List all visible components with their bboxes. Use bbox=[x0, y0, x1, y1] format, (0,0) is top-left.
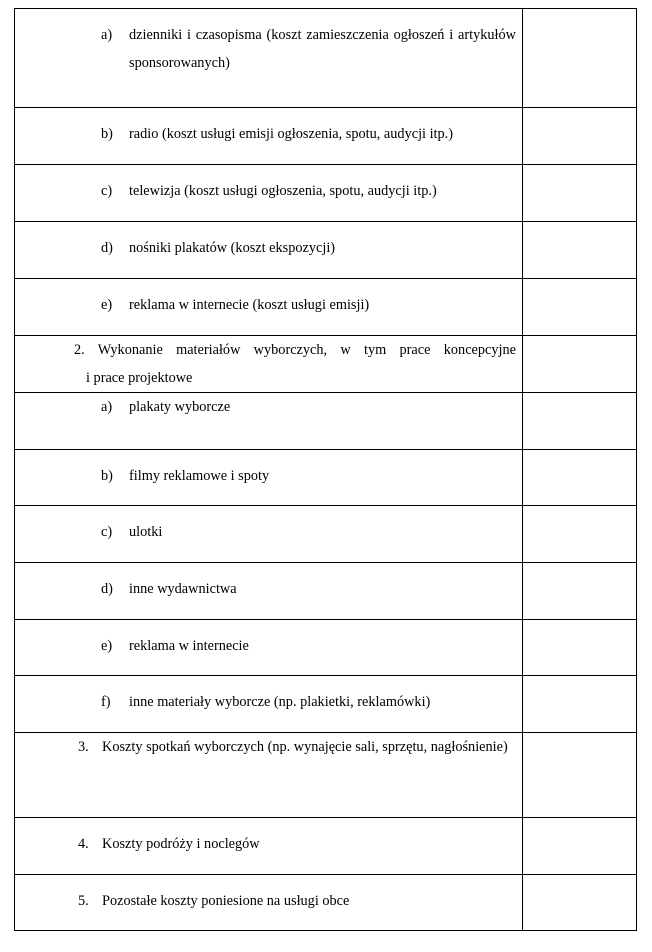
item-text: nośniki plakatów (koszt ekspozycji) bbox=[129, 240, 336, 256]
amount-cell[interactable] bbox=[523, 108, 637, 165]
amount-cell[interactable] bbox=[523, 563, 637, 620]
description-cell bbox=[15, 222, 523, 279]
table-row bbox=[15, 818, 637, 875]
item-text: reklama w internecie (koszt usługi emisji) bbox=[129, 297, 370, 313]
amount-cell[interactable] bbox=[523, 818, 637, 875]
description-cell bbox=[15, 875, 523, 931]
table-row bbox=[15, 165, 637, 222]
item-marker: a) bbox=[101, 27, 113, 43]
item-marker: 3. bbox=[78, 739, 89, 755]
amount-cell[interactable] bbox=[523, 620, 637, 676]
description-cell bbox=[15, 620, 523, 676]
amount-cell[interactable] bbox=[523, 676, 637, 733]
amount-cell[interactable] bbox=[523, 336, 637, 393]
item-marker: e) bbox=[101, 297, 113, 313]
amount-cell[interactable] bbox=[523, 165, 637, 222]
table-row bbox=[15, 875, 637, 931]
table-row bbox=[15, 450, 637, 506]
table-row bbox=[15, 563, 637, 620]
table-row bbox=[15, 108, 637, 165]
table-row bbox=[15, 733, 637, 818]
amount-cell[interactable] bbox=[523, 875, 637, 931]
item-marker: a) bbox=[101, 399, 113, 415]
item-marker: c) bbox=[101, 524, 113, 540]
description-cell bbox=[15, 279, 523, 336]
item-text: telewizja (koszt usługi ogłoszenia, spotu, audycji itp.) bbox=[129, 183, 437, 199]
item-marker: 2. bbox=[74, 342, 85, 358]
table-row bbox=[15, 506, 637, 563]
table-row bbox=[15, 336, 637, 393]
description-cell bbox=[15, 450, 523, 506]
description-cell bbox=[15, 818, 523, 875]
description-cell bbox=[15, 336, 523, 393]
table-row bbox=[15, 676, 637, 733]
table-row bbox=[15, 279, 637, 336]
table-row bbox=[15, 222, 637, 279]
item-text: Koszty spotkań wyborczych (np. wynajęcie sali, sprzętu, nagłośnienie) bbox=[102, 739, 508, 755]
amount-cell[interactable] bbox=[523, 393, 637, 450]
table-row bbox=[15, 393, 637, 450]
item-text: inne wydawnictwa bbox=[129, 581, 237, 597]
description-cell bbox=[15, 676, 523, 733]
item-marker: d) bbox=[101, 240, 113, 256]
description-cell bbox=[15, 9, 523, 108]
item-marker: b) bbox=[101, 126, 113, 142]
description-cell bbox=[15, 733, 523, 818]
amount-cell[interactable] bbox=[523, 279, 637, 336]
item-text: Wykonanie materiałów wyborczych, w tym prace koncepcyjne bbox=[97, 342, 516, 358]
item-text: inne materiały wyborcze (np. plakietki, reklamówki) bbox=[129, 694, 431, 710]
item-text: Koszty podróży i noclegów bbox=[102, 836, 260, 852]
item-text: Pozostałe koszty poniesione na usługi obce bbox=[102, 893, 350, 909]
item-text: plakaty wyborcze bbox=[129, 399, 231, 415]
description-cell bbox=[15, 165, 523, 222]
item-text: dzienniki i czasopisma (koszt zamieszczenia ogłoszeń i artykułów sponsorowanych) bbox=[129, 27, 516, 71]
description-cell bbox=[15, 563, 523, 620]
item-marker: b) bbox=[101, 468, 113, 484]
item-marker: 4. bbox=[78, 836, 89, 852]
election-costs-table bbox=[14, 8, 637, 931]
description-cell bbox=[15, 506, 523, 563]
item-marker: f) bbox=[101, 694, 111, 710]
item-marker: d) bbox=[101, 581, 113, 597]
item-text: filmy reklamowe i spoty bbox=[129, 468, 270, 484]
description-cell bbox=[15, 108, 523, 165]
table-row bbox=[15, 9, 637, 108]
amount-cell[interactable] bbox=[523, 450, 637, 506]
amount-cell[interactable] bbox=[523, 222, 637, 279]
item-text: radio (koszt usługi emisji ogłoszenia, spotu, audycji itp.) bbox=[129, 126, 454, 142]
amount-cell[interactable] bbox=[523, 506, 637, 563]
item-marker: e) bbox=[101, 638, 113, 654]
amount-cell[interactable] bbox=[523, 9, 637, 108]
amount-cell[interactable] bbox=[523, 733, 637, 818]
item-text: reklama w internecie bbox=[129, 638, 249, 654]
item-marker: 5. bbox=[78, 893, 89, 909]
table-row bbox=[15, 620, 637, 676]
item-text: ulotki bbox=[129, 524, 163, 540]
description-cell bbox=[15, 393, 523, 450]
item-text-continuation: i prace projektowe bbox=[86, 370, 193, 386]
item-marker: c) bbox=[101, 183, 113, 199]
